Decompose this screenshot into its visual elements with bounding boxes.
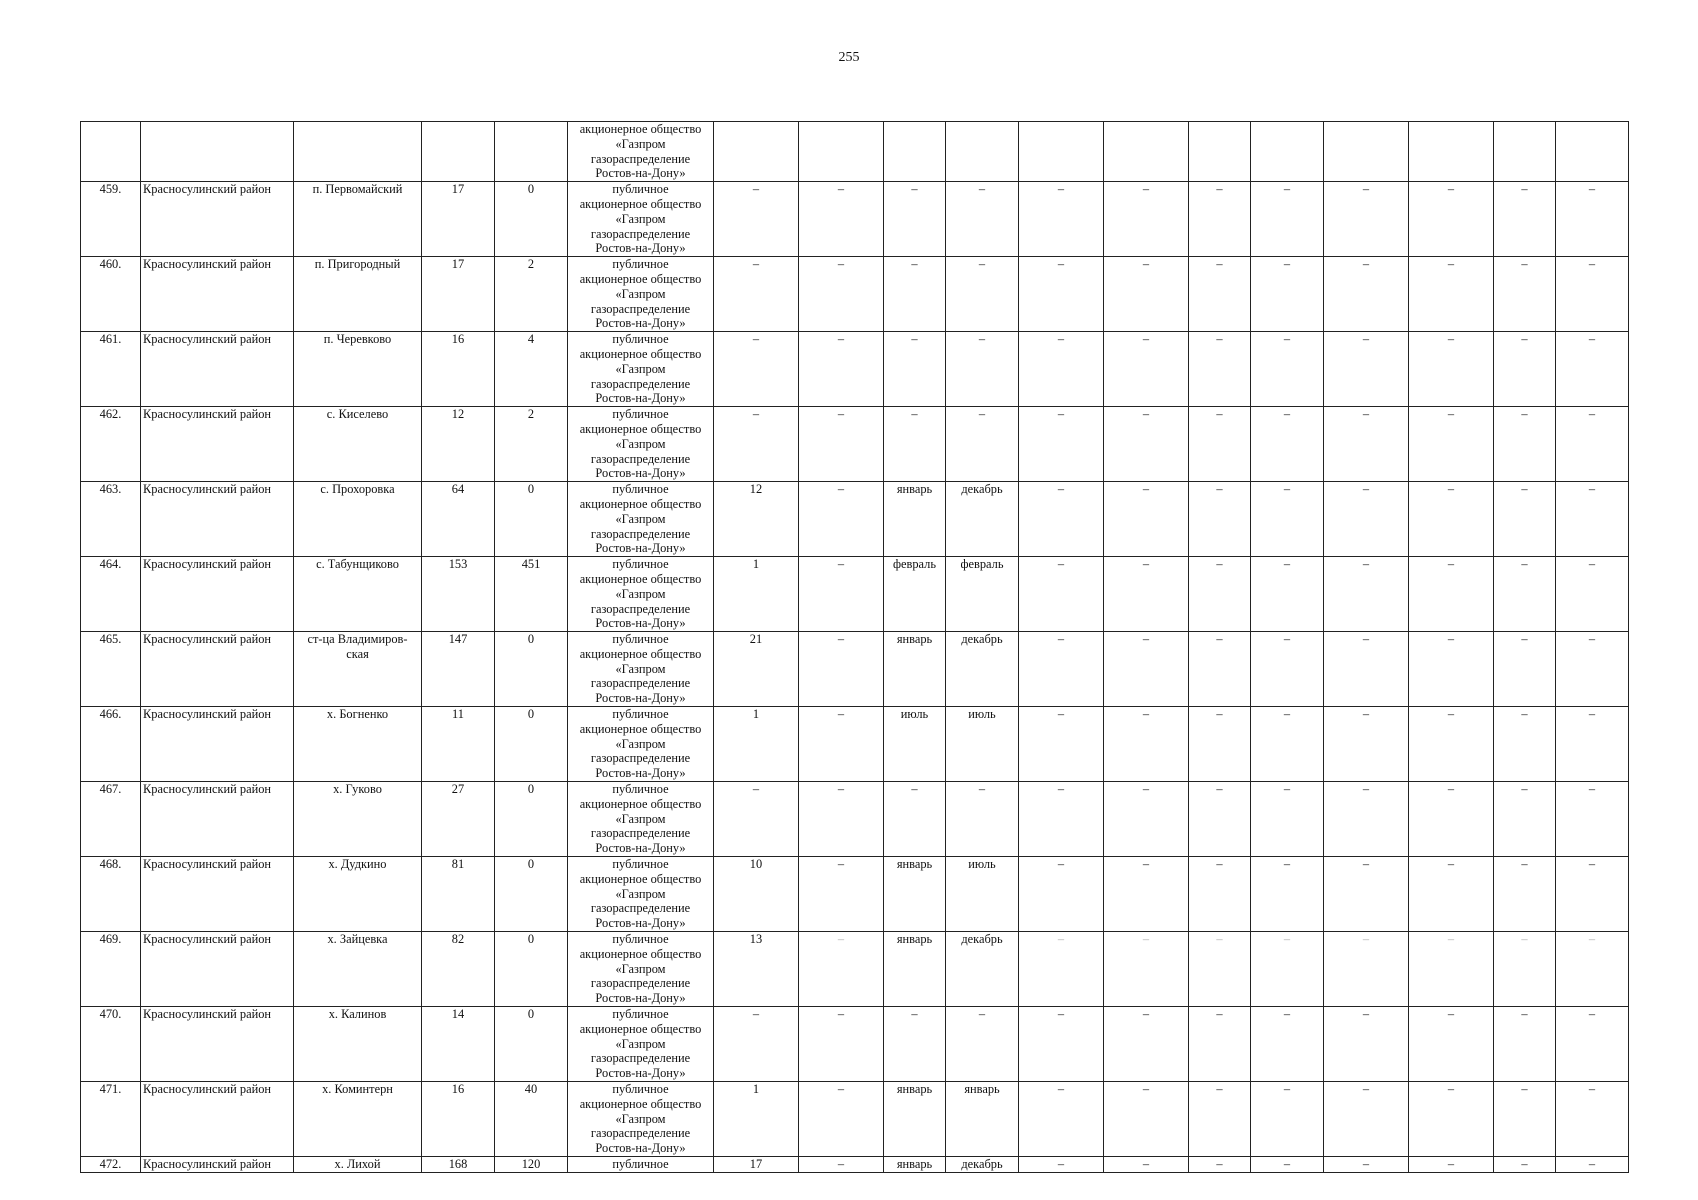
cell-dash: –: [1104, 557, 1189, 632]
cell-d: –: [799, 182, 884, 257]
cell-end-month: декабрь: [946, 632, 1019, 707]
cell-dash: –: [1324, 1082, 1409, 1157]
cell-dash: –: [1494, 182, 1556, 257]
cell-dash: –: [1556, 1007, 1629, 1082]
cell-dash: –: [1409, 1007, 1494, 1082]
cell-dash: –: [1409, 782, 1494, 857]
cell-d: –: [799, 407, 884, 482]
cell-end-month: декабрь: [946, 482, 1019, 557]
cell-end-month: февраль: [946, 557, 1019, 632]
cell-b: 0: [495, 857, 568, 932]
cell-num: [81, 122, 141, 182]
cell-d: –: [799, 1156, 884, 1172]
cell-dash: –: [1324, 332, 1409, 407]
cell-count: –: [714, 332, 799, 407]
cell-d: –: [799, 1082, 884, 1157]
cell-dash: –: [1189, 932, 1251, 1007]
cell-count: 21: [714, 632, 799, 707]
cell-dash: –: [1189, 557, 1251, 632]
cell-end-month: –: [946, 182, 1019, 257]
cell-end-month: –: [946, 782, 1019, 857]
cell-a: 64: [422, 482, 495, 557]
cell-dash: –: [1104, 632, 1189, 707]
cell-org: публичное акционерное общество «Газпром газораспределение Ростов-на-Дону»: [568, 932, 714, 1007]
cell-num: 469.: [81, 932, 141, 1007]
cell-start-month: январь: [884, 857, 946, 932]
cell-locality: [294, 122, 422, 182]
cell-b: 2: [495, 407, 568, 482]
cell-dash: –: [1409, 407, 1494, 482]
cell-b: 0: [495, 932, 568, 1007]
cell-district: Красносулинский район: [141, 557, 294, 632]
cell-num: 465.: [81, 632, 141, 707]
cell-b: 0: [495, 482, 568, 557]
cell-dash: –: [1324, 857, 1409, 932]
cell-dash: –: [1409, 1082, 1494, 1157]
cell-num: 463.: [81, 482, 141, 557]
table-row: [81, 332, 1629, 407]
cell-org: публичное акционерное общество «Газпром газораспределение Ростов-на-Дону»: [568, 407, 714, 482]
cell-dash: –: [1409, 482, 1494, 557]
table-row: [81, 707, 1629, 782]
cell-d: –: [799, 1007, 884, 1082]
cell-district: Красносулинский район: [141, 1082, 294, 1157]
cell-dash: –: [1324, 407, 1409, 482]
cell-district: Красносулинский район: [141, 782, 294, 857]
cell-empty: [1189, 122, 1251, 182]
cell-dash: –: [1556, 632, 1629, 707]
cell-num: 472.: [81, 1156, 141, 1172]
cell-dash: –: [1251, 857, 1324, 932]
cell-dash: –: [1104, 1156, 1189, 1172]
cell-district: Красносулинский район: [141, 257, 294, 332]
cell-district: Красносулинский район: [141, 332, 294, 407]
cell-count: –: [714, 1007, 799, 1082]
cell-empty: [1409, 122, 1494, 182]
cell-district: Красносулинский район: [141, 407, 294, 482]
cell-org: публичное акционерное общество «Газпром газораспределение Ростов-на-Дону»: [568, 182, 714, 257]
cell-dash: –: [1251, 632, 1324, 707]
cell-b: 0: [495, 632, 568, 707]
gasification-table: [80, 121, 1629, 1173]
cell-dash: –: [1324, 932, 1409, 1007]
cell-b: 4: [495, 332, 568, 407]
cell-district: Красносулинский район: [141, 857, 294, 932]
cell-dash: –: [1189, 257, 1251, 332]
cell-dash: –: [1189, 632, 1251, 707]
cell-dash: –: [1104, 482, 1189, 557]
cell-dash: –: [1251, 482, 1324, 557]
cell-dash: –: [1556, 1156, 1629, 1172]
table-row: [81, 857, 1629, 932]
cell-dash: –: [1189, 182, 1251, 257]
cell-org: публичное акционерное общество «Газпром газораспределение Ростов-на-Дону»: [568, 632, 714, 707]
cell-locality: с. Прохоровка: [294, 482, 422, 557]
cell-dash: –: [1494, 1082, 1556, 1157]
cell-dash: –: [1494, 932, 1556, 1007]
cell-dash: –: [1494, 707, 1556, 782]
cell-org: публичное акционерное общество «Газпром газораспределение Ростов-на-Дону»: [568, 557, 714, 632]
cell-dash: –: [1189, 1082, 1251, 1157]
cell-start-month: –: [884, 1007, 946, 1082]
cell-locality: п. Пригородный: [294, 257, 422, 332]
cell-dash: –: [1409, 1156, 1494, 1172]
cell-dash: –: [1251, 782, 1324, 857]
cell-dash: –: [1104, 332, 1189, 407]
cell-locality: ст-ца Владимиров- ская: [294, 632, 422, 707]
cell-org: публичное акционерное общество «Газпром газораспределение Ростов-на-Дону»: [568, 332, 714, 407]
cell-d: –: [799, 632, 884, 707]
cell-count: –: [714, 407, 799, 482]
cell-b: 0: [495, 1007, 568, 1082]
cell-b: 451: [495, 557, 568, 632]
table-row: [81, 1156, 1629, 1172]
cell-end-month: –: [946, 332, 1019, 407]
table-row: [81, 407, 1629, 482]
cell-count: –: [714, 182, 799, 257]
cell-org: публичное акционерное общество «Газпром газораспределение Ростов-на-Дону»: [568, 1082, 714, 1157]
cell-end-month: июль: [946, 707, 1019, 782]
cell-dash: –: [1324, 782, 1409, 857]
cell-d: –: [799, 782, 884, 857]
cell-district: [141, 122, 294, 182]
cell-dash: –: [1409, 182, 1494, 257]
cell-start-month: –: [884, 257, 946, 332]
cell-empty: [884, 122, 946, 182]
table-row: [81, 257, 1629, 332]
cell-locality: х. Богненко: [294, 707, 422, 782]
cell-start-month: февраль: [884, 557, 946, 632]
cell-dash: –: [1104, 707, 1189, 782]
cell-dash: –: [1019, 482, 1104, 557]
cell-num: 471.: [81, 1082, 141, 1157]
table-row: [81, 182, 1629, 257]
cell-num: 470.: [81, 1007, 141, 1082]
cell-dash: –: [1251, 707, 1324, 782]
cell-start-month: –: [884, 182, 946, 257]
cell-dash: –: [1104, 407, 1189, 482]
cell-b: 0: [495, 707, 568, 782]
cell-a: 81: [422, 857, 495, 932]
cell-d: –: [799, 707, 884, 782]
cell-dash: –: [1556, 1082, 1629, 1157]
cell-dash: –: [1494, 1007, 1556, 1082]
cell-dash: –: [1556, 407, 1629, 482]
cell-a: 82: [422, 932, 495, 1007]
cell-b: 40: [495, 1082, 568, 1157]
cell-count: 12: [714, 482, 799, 557]
cell-dash: –: [1324, 257, 1409, 332]
table-row: [81, 557, 1629, 632]
cell-locality: х. Коминтерн: [294, 1082, 422, 1157]
cell-dash: –: [1019, 332, 1104, 407]
cell-a: 14: [422, 1007, 495, 1082]
cell-org: публичное акционерное общество «Газпром газораспределение Ростов-на-Дону»: [568, 782, 714, 857]
cell-count: –: [714, 257, 799, 332]
cell-dash: –: [1019, 407, 1104, 482]
cell-district: Красносулинский район: [141, 932, 294, 1007]
cell-a: 153: [422, 557, 495, 632]
cell-start-month: январь: [884, 1156, 946, 1172]
cell-a: 17: [422, 182, 495, 257]
cell-org: публичное акционерное общество «Газпром газораспределение Ростов-на-Дону»: [568, 482, 714, 557]
cell-dash: –: [1556, 707, 1629, 782]
cell-dash: –: [1104, 257, 1189, 332]
cell-dash: –: [1556, 857, 1629, 932]
cell-dash: –: [1324, 557, 1409, 632]
cell-district: Красносулинский район: [141, 632, 294, 707]
cell-start-month: –: [884, 407, 946, 482]
cell-count: 1: [714, 557, 799, 632]
cell-empty: [1251, 122, 1324, 182]
cell-org: публичное акционерное общество «Газпром газораспределение Ростов-на-Дону»: [568, 257, 714, 332]
cell-locality: х. Зайцевка: [294, 932, 422, 1007]
cell-locality: с. Табунщиково: [294, 557, 422, 632]
cell-dash: –: [1556, 932, 1629, 1007]
cell-dash: –: [1019, 1007, 1104, 1082]
cell-empty: [1494, 122, 1556, 182]
cell-dash: –: [1494, 1156, 1556, 1172]
cell-dash: –: [1409, 332, 1494, 407]
cell-dash: –: [1556, 332, 1629, 407]
cell-num: 461.: [81, 332, 141, 407]
cell-empty: [946, 122, 1019, 182]
cell-dash: –: [1324, 482, 1409, 557]
cell-dash: –: [1019, 707, 1104, 782]
cell-empty: [1019, 122, 1104, 182]
cell-dash: –: [1494, 482, 1556, 557]
cell-dash: –: [1409, 857, 1494, 932]
cell-a: 16: [422, 332, 495, 407]
cell-dash: –: [1556, 782, 1629, 857]
cell-locality: х. Дудкино: [294, 857, 422, 932]
cell-num: 468.: [81, 857, 141, 932]
cell-a: 27: [422, 782, 495, 857]
cell-dash: –: [1251, 257, 1324, 332]
table-row-continuation: [81, 122, 1629, 182]
cell-dash: –: [1251, 1082, 1324, 1157]
cell-dash: –: [1251, 182, 1324, 257]
cell-start-month: –: [884, 782, 946, 857]
cell-d: –: [799, 857, 884, 932]
cell-dash: –: [1251, 557, 1324, 632]
cell-dash: –: [1251, 1007, 1324, 1082]
cell-dash: –: [1189, 482, 1251, 557]
cell-dash: –: [1104, 857, 1189, 932]
cell-dash: –: [1556, 257, 1629, 332]
cell-d: –: [799, 257, 884, 332]
cell-start-month: январь: [884, 932, 946, 1007]
cell-dash: –: [1556, 482, 1629, 557]
cell-d: –: [799, 557, 884, 632]
cell-dash: –: [1189, 1007, 1251, 1082]
cell-locality: х. Лихой: [294, 1156, 422, 1172]
cell-dash: –: [1409, 932, 1494, 1007]
cell-district: Красносулинский район: [141, 482, 294, 557]
cell-dash: –: [1409, 632, 1494, 707]
cell-dash: –: [1189, 782, 1251, 857]
cell-dash: –: [1019, 782, 1104, 857]
cell-b: 0: [495, 182, 568, 257]
cell-dash: –: [1189, 407, 1251, 482]
cell-dash: –: [1324, 707, 1409, 782]
cell-dash: –: [1104, 1007, 1189, 1082]
cell-a: 147: [422, 632, 495, 707]
cell-district: Красносулинский район: [141, 182, 294, 257]
cell-dash: –: [1189, 857, 1251, 932]
cell-b: 0: [495, 782, 568, 857]
cell-locality: х. Калинов: [294, 1007, 422, 1082]
table-row: [81, 932, 1629, 1007]
cell-a: 168: [422, 1156, 495, 1172]
cell-dash: –: [1019, 557, 1104, 632]
cell-a: 17: [422, 257, 495, 332]
cell-dash: –: [1251, 332, 1324, 407]
cell-dash: –: [1409, 707, 1494, 782]
cell-dash: –: [1409, 557, 1494, 632]
cell-dash: –: [1019, 1156, 1104, 1172]
cell-a: 16: [422, 1082, 495, 1157]
cell-end-month: июль: [946, 857, 1019, 932]
cell-count: 13: [714, 932, 799, 1007]
cell-dash: –: [1494, 782, 1556, 857]
cell-start-month: январь: [884, 1082, 946, 1157]
cell-dash: –: [1409, 257, 1494, 332]
cell-dash: –: [1104, 1082, 1189, 1157]
cell-end-month: –: [946, 257, 1019, 332]
cell-num: 462.: [81, 407, 141, 482]
cell-num: 466.: [81, 707, 141, 782]
cell-org: публичное акционерное общество «Газпром газораспределение Ростов-на-Дону»: [568, 857, 714, 932]
cell-start-month: –: [884, 332, 946, 407]
cell-empty: [1104, 122, 1189, 182]
cell-locality: х. Гуково: [294, 782, 422, 857]
cell-empty: [714, 122, 799, 182]
cell-dash: –: [1494, 407, 1556, 482]
cell-dash: –: [1104, 182, 1189, 257]
cell-start-month: июль: [884, 707, 946, 782]
cell-dash: –: [1189, 1156, 1251, 1172]
cell-dash: –: [1494, 632, 1556, 707]
cell-org: публичное акционерное общество «Газпром газораспределение Ростов-на-Дону»: [568, 1007, 714, 1082]
table-row: [81, 782, 1629, 857]
cell-locality: п. Черевково: [294, 332, 422, 407]
cell-dash: –: [1494, 557, 1556, 632]
cell-dash: –: [1494, 257, 1556, 332]
table-row: [81, 1082, 1629, 1157]
cell-dash: –: [1019, 932, 1104, 1007]
cell-b: 2: [495, 257, 568, 332]
cell-org: акционерное общество «Газпром газораспределение Ростов-на-Дону»: [568, 122, 714, 182]
cell-num: 467.: [81, 782, 141, 857]
cell-d: –: [799, 332, 884, 407]
cell-org: публичное: [568, 1156, 714, 1172]
cell-dash: –: [1104, 782, 1189, 857]
cell-a: 11: [422, 707, 495, 782]
cell-dash: –: [1324, 1007, 1409, 1082]
cell-end-month: январь: [946, 1082, 1019, 1157]
cell-dash: –: [1324, 632, 1409, 707]
cell-num: 460.: [81, 257, 141, 332]
cell-dash: –: [1324, 1156, 1409, 1172]
cell-count: –: [714, 782, 799, 857]
cell-dash: –: [1019, 1082, 1104, 1157]
cell-count: 17: [714, 1156, 799, 1172]
cell-dash: –: [1251, 407, 1324, 482]
cell-dash: –: [1019, 182, 1104, 257]
cell-d: –: [799, 482, 884, 557]
cell-dash: –: [1494, 857, 1556, 932]
cell-dash: –: [1189, 707, 1251, 782]
table-row: [81, 632, 1629, 707]
cell-empty: [1556, 122, 1629, 182]
cell-dash: –: [1556, 182, 1629, 257]
cell-dash: –: [1189, 332, 1251, 407]
cell-district: Красносулинский район: [141, 1156, 294, 1172]
cell-start-month: январь: [884, 632, 946, 707]
cell-dash: –: [1251, 1156, 1324, 1172]
cell-district: Красносулинский район: [141, 1007, 294, 1082]
cell-d: –: [799, 932, 884, 1007]
cell-end-month: –: [946, 407, 1019, 482]
cell-num: 464.: [81, 557, 141, 632]
table-row: [81, 482, 1629, 557]
cell-a: [422, 122, 495, 182]
cell-num: 459.: [81, 182, 141, 257]
cell-dash: –: [1019, 632, 1104, 707]
cell-b: 120: [495, 1156, 568, 1172]
cell-count: 1: [714, 1082, 799, 1157]
cell-end-month: декабрь: [946, 932, 1019, 1007]
cell-dash: –: [1019, 857, 1104, 932]
cell-a: 12: [422, 407, 495, 482]
cell-dash: –: [1251, 932, 1324, 1007]
cell-empty: [1324, 122, 1409, 182]
page-number: 255: [838, 50, 860, 65]
cell-count: 1: [714, 707, 799, 782]
cell-b: [495, 122, 568, 182]
cell-dash: –: [1324, 182, 1409, 257]
cell-end-month: –: [946, 1007, 1019, 1082]
cell-dash: –: [1104, 932, 1189, 1007]
cell-count: 10: [714, 857, 799, 932]
cell-empty: [799, 122, 884, 182]
cell-dash: –: [1494, 332, 1556, 407]
cell-end-month: декабрь: [946, 1156, 1019, 1172]
table-row: [81, 1007, 1629, 1082]
cell-dash: –: [1556, 557, 1629, 632]
cell-start-month: январь: [884, 482, 946, 557]
cell-org: публичное акционерное общество «Газпром газораспределение Ростов-на-Дону»: [568, 707, 714, 782]
cell-district: Красносулинский район: [141, 707, 294, 782]
cell-locality: п. Первомайский: [294, 182, 422, 257]
cell-dash: –: [1019, 257, 1104, 332]
cell-locality: с. Киселево: [294, 407, 422, 482]
